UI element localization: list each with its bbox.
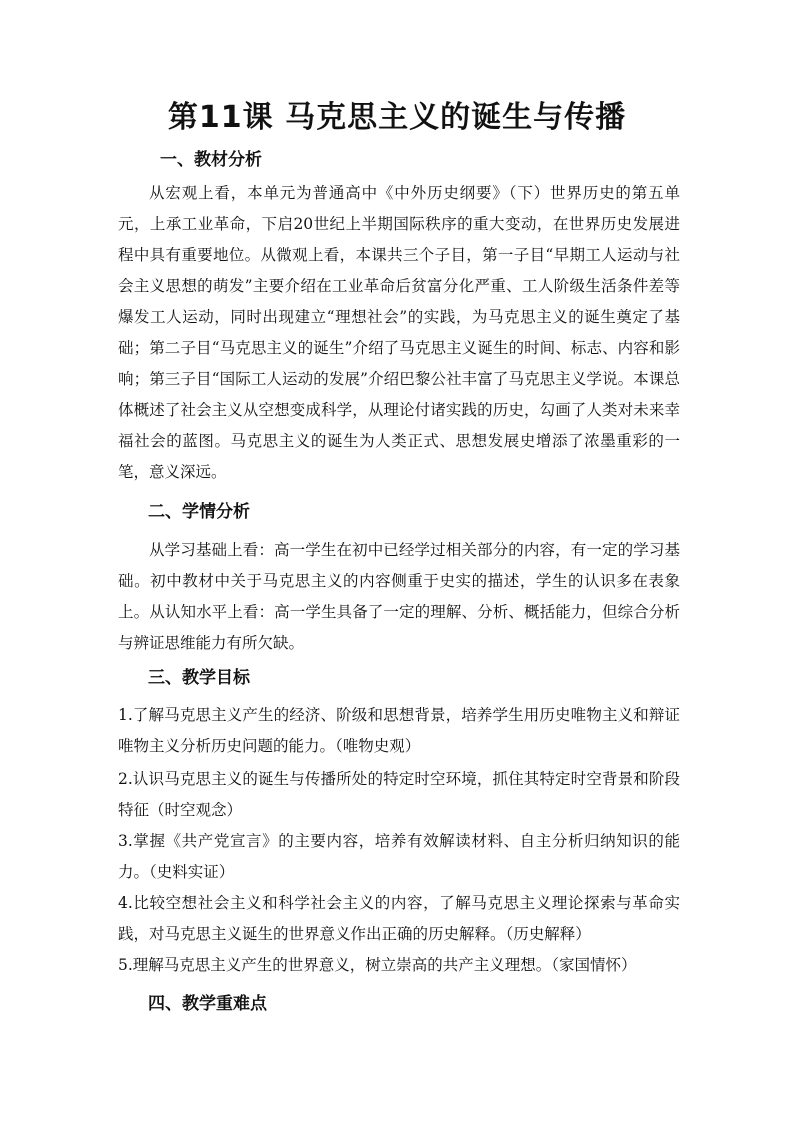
teaching-goal-item: 5.理解马克思主义产生的世界意义，树立崇高的共产主义理想。（家国情怀）: [118, 956, 637, 974]
section-heading-textbook-analysis: 一、教材分析: [160, 150, 262, 170]
teaching-goal-item: 2.认识马克思主义的诞生与传播所处的特定时空环境，抓住其特定时空背景和阶段特征（时空观念）: [118, 770, 680, 819]
section-heading-key-points: 四、教学重难点: [148, 994, 267, 1014]
teaching-goal-item: 3.掌握《共产党宣言》的主要内容，培养有效解读材料、自主分析归纳知识的能力。（史料实证）: [118, 832, 680, 881]
learner-analysis-paragraph: 从学习基础上看：高一学生在初中已经学过相关部分的内容，有一定的学习基础。初中教材中关于马克思主义的内容侧重于史实的描述，学生的认识多在表象上。从认知水平上看：高一学生具备了一定的理解、分析、概括能力，但综合分析与辨证思维能力有所欠缺。: [118, 541, 680, 652]
page-title: 第11课 马克思主义的诞生与传播: [167, 100, 627, 135]
teaching-goal-item: 4.比较空想社会主义和科学社会主义的内容，了解马克思主义理论探索与革命实践，对马克思主义诞生的世界意义作出正确的历史解释。（历史解释）: [118, 894, 680, 943]
textbook-analysis-paragraph: 从宏观上看，本单元为普通高中《中外历史纲要》（下）世界历史的第五单元，上承工业革命，下启20世纪上半期国际秩序的重大变动，在世界历史发展进程中具有重要地位。从微观上看，本课共三个子目，第一子目“早期工人运动与社会主义思想的萌发”主要介绍在工业革命后贫富分化严重、工人阶级生活条件差等爆发工人运动，同时出现建立“理想社会”的实践，为马克思主义的诞生奠定了基础；第二子目“马克思主义的诞生”介绍了马克思主义诞生的时间、标志、内容和影响；第三子目“国际工人运动的发展”介绍巴黎公社丰富了马克思主义学说。本课总体概述了社会主义从空想变成科学，从理论付诸实践的历史，勾画了人类对未来幸福社会的蓝图。马克思主义的诞生为人类正式、思想发展史增添了浓墨重彩的一笔，意义深远。: [118, 184, 680, 481]
section-heading-teaching-goals: 三、教学目标: [148, 668, 250, 688]
teaching-goal-item: 1.了解马克思主义产生的经济、阶级和思想背景，培养学生用历史唯物主义和辩证唯物主义分析历史问题的能力。（唯物史观）: [118, 706, 680, 755]
section-heading-learner-analysis: 二、学情分析: [148, 502, 250, 522]
